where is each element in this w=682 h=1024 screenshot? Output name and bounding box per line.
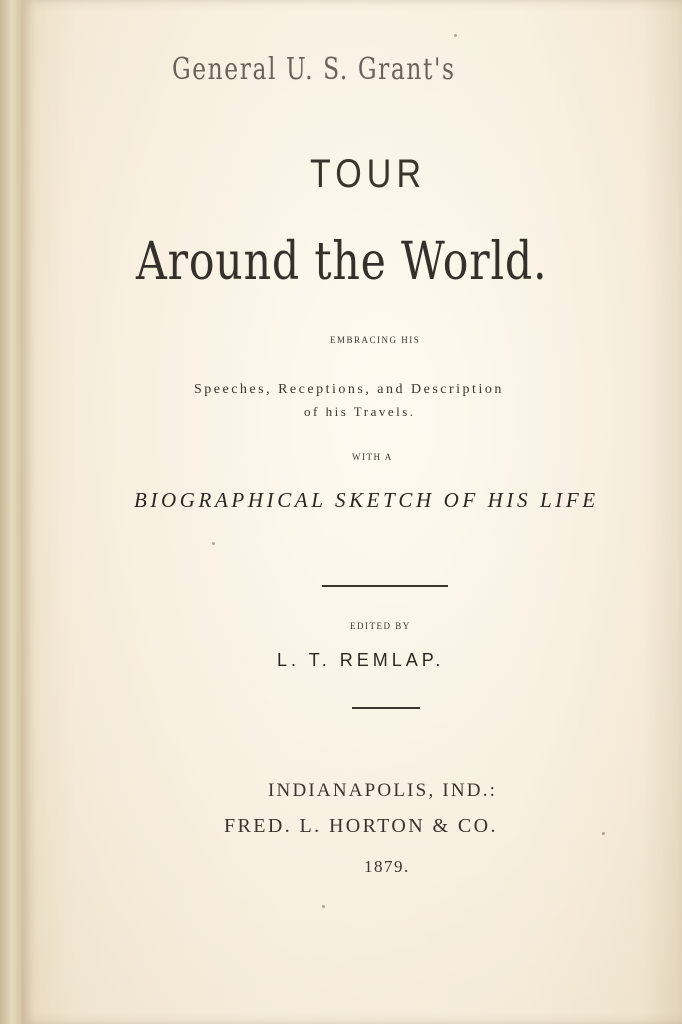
subtitle-embracing: EMBRACING HIS (330, 335, 421, 345)
subtitle-biographical-sketch: BIOGRAPHICAL SKETCH OF HIS LIFE (134, 488, 599, 512)
paper-speck (454, 34, 457, 37)
imprint-publisher: FRED. L. HORTON & CO. (224, 815, 498, 837)
page-shading (642, 0, 682, 1024)
divider-rule-lower (352, 707, 420, 709)
imprint-year: 1879. (364, 857, 410, 876)
editor-name: L. T. REMLAP. (277, 650, 445, 670)
divider-rule-upper (322, 585, 448, 587)
paper-speck (322, 905, 325, 908)
subtitle-travels: of his Travels. (304, 404, 416, 419)
title-line-around-the-world: Around the World. (136, 232, 548, 292)
imprint-city: INDIANAPOLIS, IND.: (268, 780, 498, 801)
subtitle-with-a: WITH A (352, 452, 393, 462)
title-page (22, 0, 682, 1024)
edited-by-label: EDITED BY (350, 621, 411, 631)
subtitle-speeches: Speeches, Receptions, and Description (194, 382, 504, 397)
title-line-general: General U. S. Grant's (172, 52, 456, 87)
title-line-tour: TOUR (310, 152, 427, 196)
paper-speck (602, 832, 605, 835)
paper-speck (212, 542, 215, 545)
